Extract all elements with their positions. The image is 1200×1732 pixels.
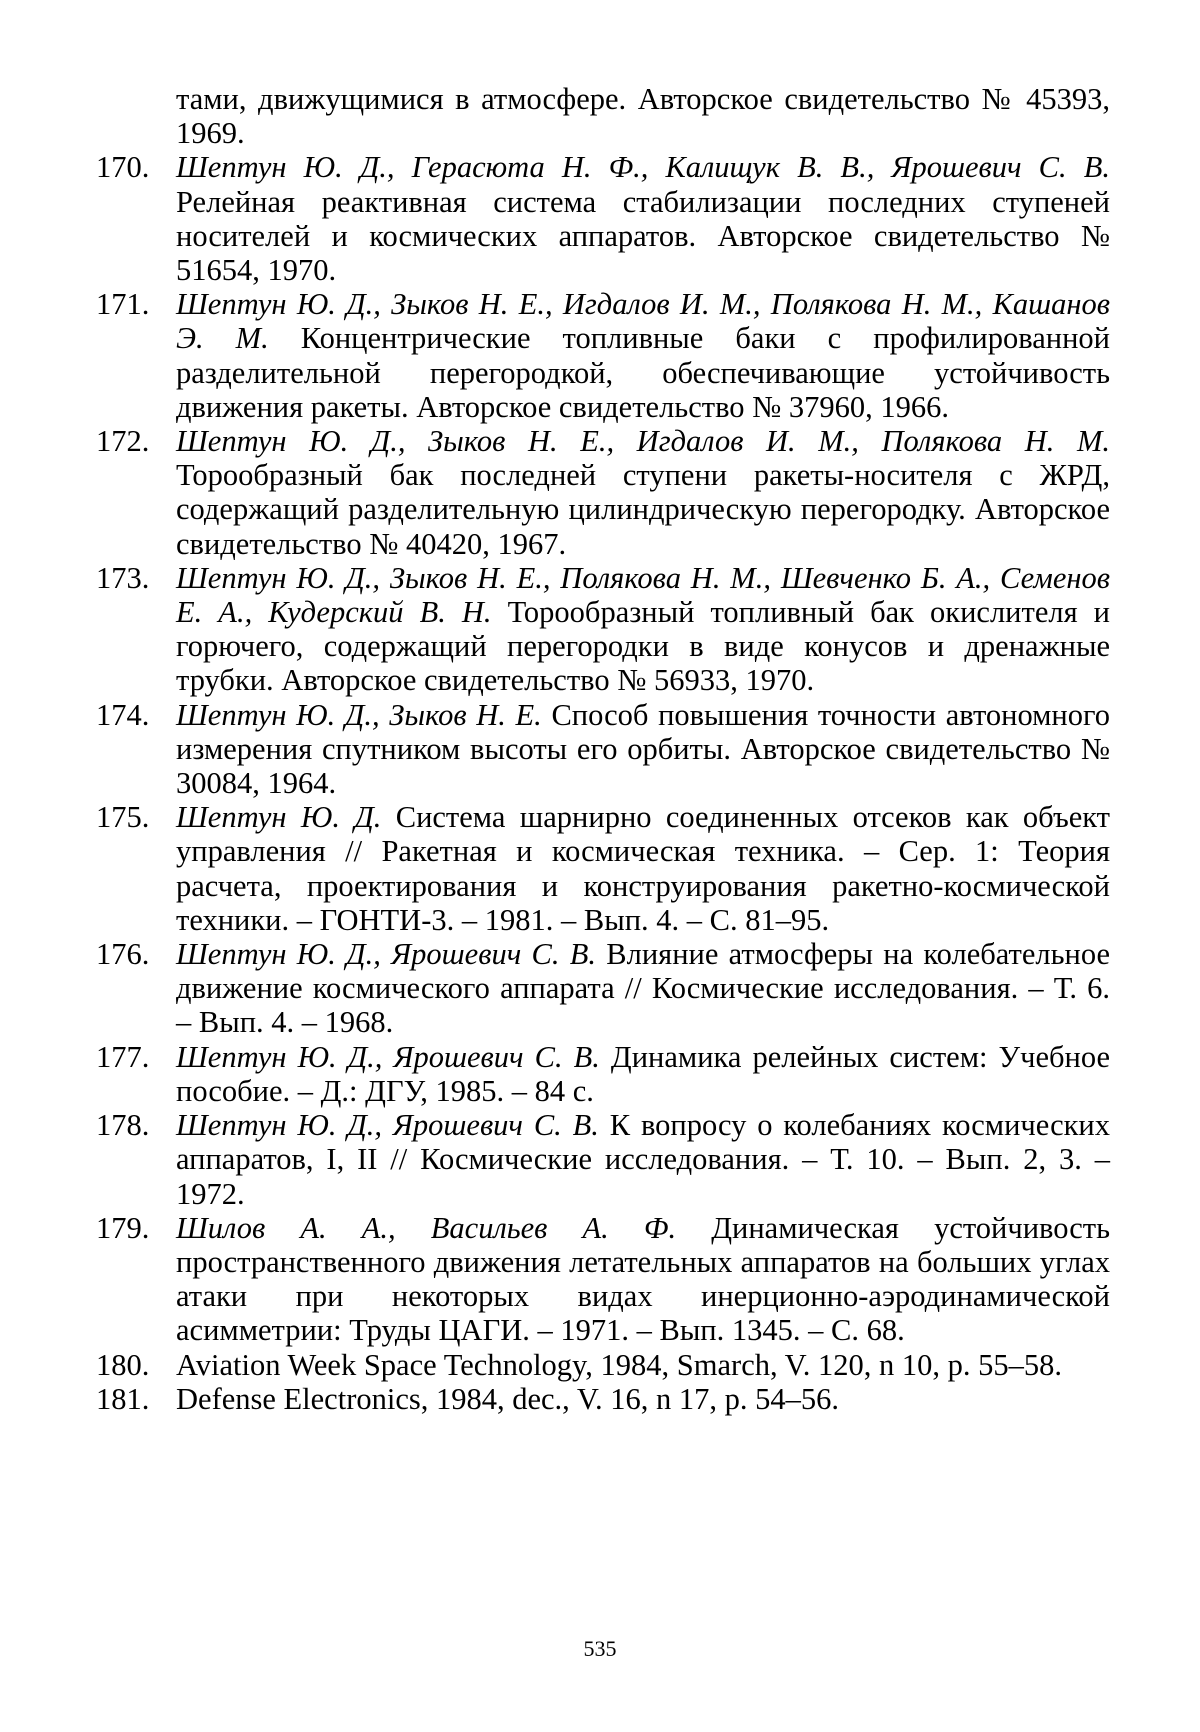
reference-179 — [96, 1211, 1110, 1348]
reference-number: 178. — [96, 1108, 150, 1143]
reference-173 — [96, 561, 1110, 698]
reference-body — [176, 150, 1110, 287]
reference-body — [176, 1211, 1110, 1348]
reference-authors: Шептун Ю. Д., Зыков Н. Е., Игдалов И. М., Полякова Н. М., Кашанов Э. М. — [176, 287, 1110, 356]
reference-continuation — [96, 82, 1110, 150]
reference-170 — [96, 150, 1110, 287]
reference-text: Концентрические топливные баки с профилированной разделительной перегородкой, обеспечивающие устойчивость движения ракеты. Авторское свидетельство № 37960, 1966. — [176, 321, 1110, 424]
reference-174 — [96, 698, 1110, 801]
reference-text: тами, движущимися в атмосфере. Авторское свидетельство № 45393, 1969. — [176, 82, 1110, 151]
reference-171 — [96, 287, 1110, 424]
reference-body — [176, 287, 1110, 424]
reference-number: 172. — [96, 424, 150, 459]
reference-text: Aviation Week Space Technology, 1984, Smarch, V. 120, n 10, p. 55–58. — [176, 1347, 1063, 1382]
reference-number: 179. — [96, 1210, 150, 1245]
reference-180 — [96, 1348, 1110, 1382]
reference-text: Динамика релейных систем: Учебное пособие. – Д.: ДГУ, 1985. – 84 с. — [176, 1039, 1110, 1108]
reference-body — [176, 424, 1110, 561]
reference-text: Релейная реактивная система стабилизации последних ступеней носителей и космических аппаратов. Авторское свидетельство № 51654, 1970. — [176, 184, 1110, 288]
reference-body — [176, 1040, 1110, 1108]
reference-authors: Шептун Ю. Д. — [176, 800, 382, 835]
reference-number: 177. — [96, 1039, 150, 1074]
reference-body — [176, 1108, 1110, 1211]
reference-178 — [96, 1108, 1110, 1211]
reference-text: Торообразный бак последней ступени ракеты-носителя с ЖРД, содержащий разделительную цилиндрическую перегородку. Авторское свидетельство № 40420, 1967. — [176, 458, 1110, 561]
reference-text: Динамическая устойчивость пространственного движения летательных аппаратов на больших углах атаки при некоторых видах инерционно-аэродинамической асимметрии: Труды ЦАГИ. – 1971. – Вып. 1345. – С. 68. — [176, 1210, 1111, 1348]
reference-authors: Шептун Ю. Д., Герасюта Н. Ф., Калищук В. В., Ярошевич С. В. — [176, 150, 1110, 185]
reference-body — [176, 937, 1110, 1040]
reference-authors: Шептун Ю. Д., Зыков Н. Е. — [176, 697, 542, 732]
reference-authors: Шептун Ю. Д., Ярошевич С. В. — [176, 937, 597, 972]
reference-177 — [96, 1040, 1110, 1108]
reference-number: 181. — [96, 1381, 150, 1416]
reference-text: Влияние атмосферы на колебательное движение космического аппарата // Космические исследования. – Т. 6. – Вып. 4. – 1968. — [176, 937, 1110, 1040]
reference-number: 171. — [96, 287, 150, 322]
reference-number: 180. — [96, 1347, 150, 1382]
reference-text: Способ повышения точности автономного измерения спутником высоты его орбиты. Авторское свидетельство № 30084, 1964. — [176, 697, 1110, 801]
reference-body — [176, 1382, 1110, 1416]
reference-list — [96, 82, 1110, 1416]
reference-body — [176, 561, 1110, 698]
reference-authors: Шептун Ю. Д., Зыков Н. Е., Полякова Н. М., Шевченко Б. А., Семенов Е. А., Кудерский В. Н. — [176, 560, 1110, 630]
reference-authors: Шептун Ю. Д., Ярошевич С. В. — [176, 1108, 599, 1143]
reference-175 — [96, 800, 1110, 937]
reference-176 — [96, 937, 1110, 1040]
reference-authors: Шептун Ю. Д., Зыков Н. Е., Игдалов И. М., Полякова Н. М. — [176, 424, 1110, 459]
reference-number: 173. — [96, 560, 150, 595]
reference-text: К вопросу о колебаниях космических аппаратов, I, II // Космические исследования. – Т. 10. – Вып. 2, 3. – 1972. — [176, 1108, 1110, 1211]
reference-181 — [96, 1382, 1110, 1416]
reference-authors: Шептун Ю. Д., Ярошевич С. В. — [176, 1039, 600, 1074]
reference-number: 170. — [96, 150, 150, 185]
reference-172 — [96, 424, 1110, 561]
page-number: 535 — [583, 1636, 617, 1661]
reference-number: 174. — [96, 697, 150, 732]
reference-body — [176, 698, 1110, 801]
reference-text: Торообразный топливный бак окислителя и горючего, содержащий перегородки в виде конусов и дренажные трубки. Авторское свидетельство № 56933, 1970. — [176, 595, 1110, 698]
reference-number: 176. — [96, 937, 150, 972]
reference-body — [176, 800, 1110, 937]
reference-body — [176, 1348, 1110, 1382]
reference-text: Система шарнирно соединенных отсеков как объект управления // Ракетная и космическая техника. – Сер. 1: Теория расчета, проектирования и конструирования ракетно-космической техники. – ГОНТИ-3. – 1981. – Вып. 4. – С. 81–95. — [176, 800, 1110, 937]
reference-number: 175. — [96, 800, 150, 835]
reference-text: Defense Electronics, 1984, dec., V. 16, n 17, p. 54–56. — [176, 1381, 839, 1416]
reference-authors: Шилов А. А., Васильев А. Ф. — [176, 1210, 677, 1245]
